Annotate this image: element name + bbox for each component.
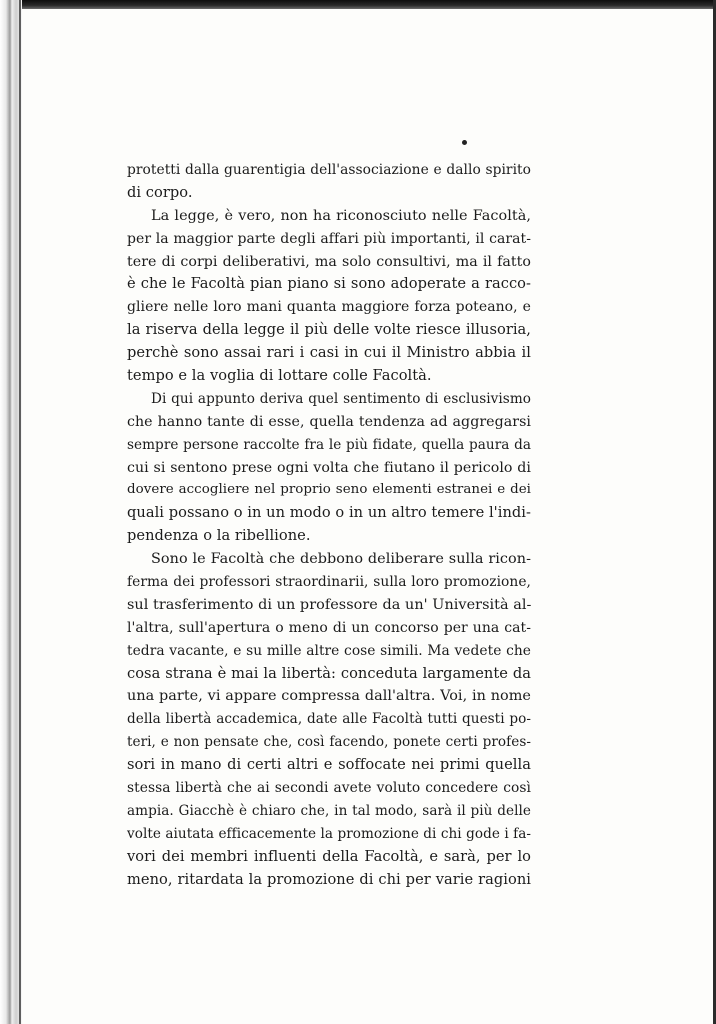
text-line: è che le Facoltà pian piano si sono adoperate a racco- [127, 275, 531, 293]
text-line: cui si sentono prese ogni volta che fiutano il pericolo di [127, 459, 531, 476]
text-line: tempo e la voglia di lottare colle Facoltà. [127, 367, 432, 385]
binding-edge-line [19, 0, 21, 1024]
text-line: La legge, è vero, non ha riconosciuto nelle Facoltà, [151, 207, 531, 224]
text-line: per la maggior parte degli affari più importanti, il carat- [127, 230, 531, 247]
text-line: gliere nelle loro mani quanta maggiore forza poteano, e [127, 299, 531, 316]
text-line: una parte, vi appare compressa dall'altra. Voi, in nome [127, 688, 531, 705]
text-line: teri, e non pensate che, così facendo, ponete certi profes- [127, 734, 531, 751]
scan-top-edge [0, 0, 716, 9]
text-line: della libertà accademica, date alle Facoltà tutti questi po- [127, 711, 531, 728]
text-line: dovere accogliere nel proprio seno elementi estranei e dei [127, 482, 531, 498]
text-line: di corpo. [127, 183, 193, 201]
text-line: quali possano o in un modo o in un altro temere l'indi- [127, 504, 531, 522]
text-line: ferma dei professori straordinarii, sulla loro promozione, [127, 574, 531, 591]
text-line: pendenza o la ribellione. [127, 527, 311, 545]
text-line: l'altra, sull'apertura o meno di un concorso per una cat- [127, 619, 531, 636]
text-line: meno, ritardata la promozione di chi per varie ragioni [127, 870, 531, 888]
text-line: cosa strana è mai la libertà: conceduta largamente da [127, 664, 531, 682]
ink-speck [462, 140, 467, 145]
text-line: sempre persone raccolte fra le più fidate, quella paura da [127, 436, 531, 453]
text-line: che hanno tante di esse, quella tendenza ad aggregarsi [127, 413, 531, 430]
text-line: vori dei membri influenti della Facoltà, e sarà, per lo [127, 847, 531, 865]
text-line: tere di corpi deliberativi, ma solo consultivi, ma il fatto [127, 253, 531, 270]
text-line: perchè sono assai rari i casi in cui il Ministro abbia il [127, 344, 531, 362]
text-line: volte aiutata efficacemente la promozione di chi gode i fa- [127, 825, 531, 842]
text-line: protetti dalla guarentigia dell'associazione e dallo spirito [127, 162, 531, 178]
text-line: sul trasferimento di un professore da un' Università al- [127, 596, 532, 613]
text-line: Di qui appunto deriva quel sentimento di esclusivismo [151, 390, 531, 407]
text-line: tedra vacante, e su mille altre cose simili. Ma vedete che [127, 642, 531, 659]
text-line: la riserva della legge il più delle volte riesce illusoria, [127, 321, 531, 339]
text-line: stessa libertà che ai secondi avete voluto concedere così [127, 780, 531, 797]
text-line: sori in mano di certi altri e soffocate nei primi quella [127, 756, 531, 774]
text-line: Sono le Facoltà che debbono deliberare sulla ricon- [151, 551, 531, 568]
text-line: ampia. Giacchè è chiaro che, in tal modo, sarà il più delle [127, 802, 531, 819]
body-text [127, 159, 531, 892]
